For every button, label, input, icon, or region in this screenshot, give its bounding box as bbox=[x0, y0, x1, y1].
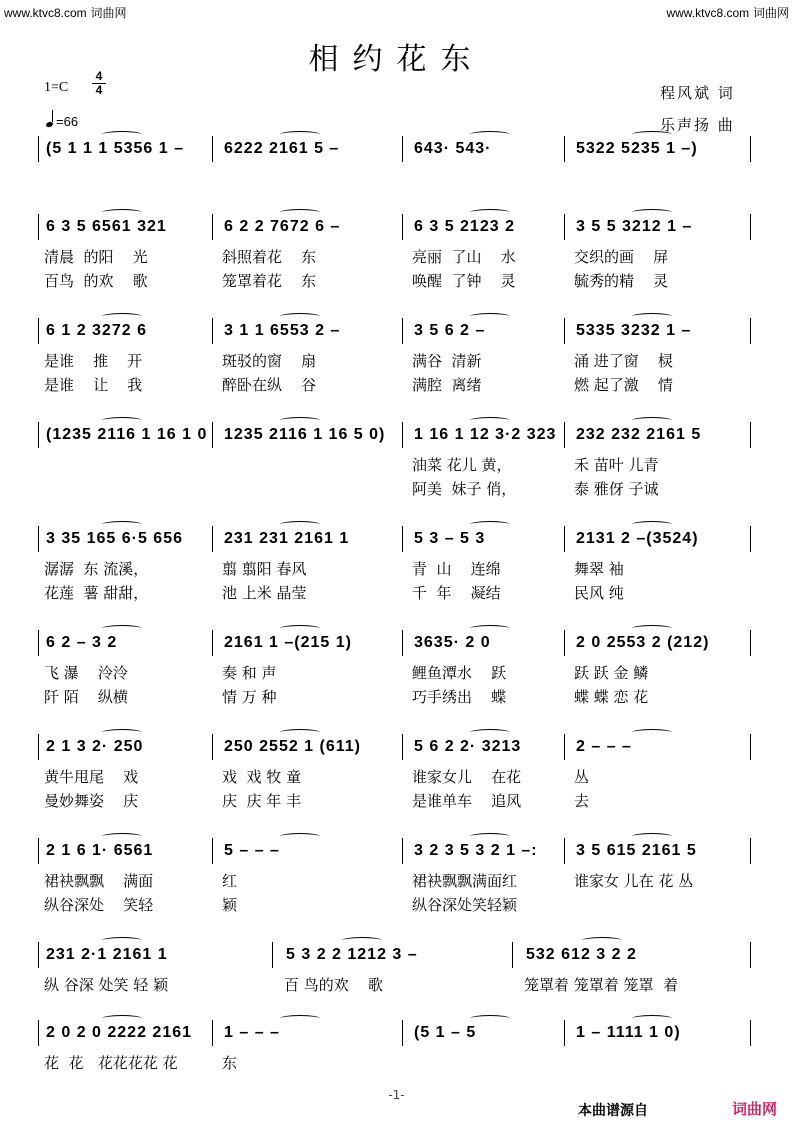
lyric-segment: 醉卧在纵 谷 bbox=[222, 376, 317, 394]
measure-notes: 6 3 5 6561 321 bbox=[46, 218, 167, 235]
slur-mark bbox=[632, 521, 672, 528]
lyric-segment: 谁家女 儿在 花 丛 bbox=[574, 872, 694, 890]
lyric-segment: 裙袂飘飘 满面 bbox=[44, 872, 154, 890]
measure-notes: 3635· 2 0 bbox=[414, 634, 491, 651]
barline bbox=[564, 318, 565, 344]
barline bbox=[212, 422, 213, 448]
slur-mark bbox=[102, 313, 142, 320]
measure-notes: 5 3 – 5 3 bbox=[414, 530, 486, 547]
measure-notes: 231 231 2161 1 bbox=[224, 530, 350, 547]
lyric-segment: 黄牛甩尾 戏 bbox=[44, 768, 139, 786]
measure-notes: 3 5 615 2161 5 bbox=[576, 842, 697, 859]
tempo-value: =66 bbox=[56, 114, 79, 129]
score-row bbox=[42, 214, 752, 290]
barline bbox=[564, 630, 565, 656]
measure-notes: 5 6 2 2· 3213 bbox=[414, 738, 522, 755]
measure-notes: 5322 5235 1 –) bbox=[576, 140, 698, 157]
source-note: 本曲谱源自 bbox=[578, 1103, 648, 1119]
lyric-segment: 青 山 连绵 bbox=[412, 560, 501, 578]
measure-notes: 6 2 2 7672 6 – bbox=[224, 218, 341, 235]
lyric-segment: 毓秀的精 灵 bbox=[574, 272, 669, 290]
slur-mark bbox=[102, 131, 142, 138]
lyric-segment: 丛 bbox=[574, 768, 590, 786]
measure-notes: 3 2 3 5 3 2 1 –: bbox=[414, 842, 538, 859]
barline bbox=[402, 318, 403, 344]
quarter-note-stem bbox=[52, 110, 53, 122]
measure-notes: 3 1 1 6553 2 – bbox=[224, 322, 341, 339]
tempo-marking bbox=[46, 114, 78, 129]
measure-notes: 5335 3232 1 – bbox=[576, 322, 692, 339]
slur-mark bbox=[632, 131, 672, 138]
barline bbox=[38, 630, 39, 656]
measure-notes: (5 1 – 5 bbox=[414, 1024, 477, 1041]
measure-notes: 2 0 2 0 2222 2161 bbox=[46, 1024, 193, 1041]
page-number: -1- bbox=[388, 1088, 405, 1102]
footer-brand[interactable]: 词曲网 bbox=[731, 1100, 777, 1118]
lyric-segment: 涌 进了窗 棂 bbox=[574, 352, 673, 370]
notation-line bbox=[42, 214, 752, 240]
barline bbox=[38, 526, 39, 552]
barline bbox=[38, 422, 39, 448]
lyric-segment: 池 上米 晶莹 bbox=[222, 584, 307, 602]
lyric-segment: 潺潺 东 流溪， bbox=[44, 560, 149, 578]
barline bbox=[402, 1020, 403, 1046]
slur-mark bbox=[102, 209, 142, 216]
barline bbox=[750, 214, 751, 240]
measure-notes: 2 – – – bbox=[576, 738, 632, 755]
lyric-line bbox=[42, 374, 752, 394]
barline bbox=[750, 136, 751, 162]
lyric-segment: 笼罩着 笼罩着 笼罩 着 bbox=[524, 976, 679, 994]
header-left-url[interactable]: www.ktvc8.com bbox=[4, 6, 87, 20]
barline bbox=[38, 838, 39, 864]
barline bbox=[402, 136, 403, 162]
slur-mark bbox=[470, 521, 510, 528]
barline bbox=[750, 1020, 751, 1046]
lyric-segment: 泰 雅伢 子诚 bbox=[574, 480, 659, 498]
barline bbox=[38, 136, 39, 162]
lyric-segment: 斑驳的窗 扇 bbox=[222, 352, 317, 370]
key-signature: 1=C bbox=[44, 80, 69, 95]
score-row bbox=[42, 318, 752, 394]
measure-notes: 3 35 165 6·5 656 bbox=[46, 530, 183, 547]
measure-notes: 1 – 1111 1 0) bbox=[576, 1024, 681, 1041]
lyric-segment: 交织的画 屏 bbox=[574, 248, 669, 266]
barline bbox=[564, 136, 565, 162]
lyric-segment: 满腔 离绪 bbox=[412, 376, 482, 394]
header-left bbox=[4, 4, 127, 21]
slur-mark bbox=[632, 417, 672, 424]
barline bbox=[564, 422, 565, 448]
slur-mark bbox=[102, 417, 142, 424]
lyricist-credit: 程风斌 词 bbox=[660, 84, 735, 102]
lyric-segment: 颖 bbox=[222, 896, 238, 914]
lyric-segment: 笼罩着花 东 bbox=[222, 272, 317, 290]
slur-mark bbox=[582, 937, 622, 944]
barline bbox=[402, 422, 403, 448]
lyric-segment: 百 鸟的欢 歌 bbox=[284, 976, 383, 994]
lyric-segment: 红 bbox=[222, 872, 238, 890]
slur-mark bbox=[470, 417, 510, 424]
score-row bbox=[42, 734, 752, 810]
notation-line bbox=[42, 422, 752, 448]
slur-mark bbox=[102, 833, 142, 840]
barline bbox=[38, 734, 39, 760]
slur-mark bbox=[470, 313, 510, 320]
measure-notes: 5 3 2 2 1212 3 – bbox=[286, 946, 418, 963]
barline bbox=[212, 1020, 213, 1046]
measure-notes: 231 2·1 2161 1 bbox=[46, 946, 168, 963]
barline bbox=[750, 734, 751, 760]
slur-mark bbox=[280, 625, 320, 632]
lyric-segment: 禾 苗叶 儿青 bbox=[574, 456, 659, 474]
lyric-segment: 巧手绣出 蝶 bbox=[412, 688, 507, 706]
lyric-segment: 裙袂飘飘满面红 bbox=[412, 872, 518, 890]
lyric-line bbox=[42, 558, 752, 578]
lyric-line bbox=[42, 246, 752, 266]
notation-line bbox=[42, 526, 752, 552]
notation-line bbox=[42, 942, 752, 968]
barline bbox=[402, 838, 403, 864]
lyric-segment: 纵谷深处笑轻颖 bbox=[412, 896, 518, 914]
slur-mark bbox=[280, 833, 320, 840]
song-title: 相约花东 bbox=[308, 42, 485, 77]
barline bbox=[38, 1020, 39, 1046]
measure-notes: 1 16 1 12 3·2 323 bbox=[414, 426, 557, 443]
composer-credit: 乐声扬 曲 bbox=[660, 116, 735, 134]
lyric-segment: 谁家女儿 在花 bbox=[412, 768, 522, 786]
lyric-segment: 纵谷深处 笑轻 bbox=[44, 896, 154, 914]
lyric-segment: 情 万 种 bbox=[222, 688, 277, 706]
slur-mark bbox=[632, 729, 672, 736]
lyric-segment: 是谁 让 我 bbox=[44, 376, 143, 394]
time-signature-top: 4 bbox=[95, 69, 103, 83]
measure-notes: 6 3 5 2123 2 bbox=[414, 218, 515, 235]
slur-mark bbox=[280, 1015, 320, 1022]
lyric-segment: 阡 陌 纵横 bbox=[44, 688, 128, 706]
barline bbox=[212, 838, 213, 864]
lyric-line bbox=[42, 582, 752, 602]
barline bbox=[402, 734, 403, 760]
notation-line bbox=[42, 1020, 752, 1046]
lyric-segment: 花莲 薯 甜甜， bbox=[44, 584, 149, 602]
quarter-note-icon bbox=[45, 121, 53, 128]
lyric-segment: 是谁 推 开 bbox=[44, 352, 143, 370]
score-row bbox=[42, 422, 752, 498]
barline bbox=[750, 838, 751, 864]
measure-notes: 2131 2 –(3524) bbox=[576, 530, 699, 547]
score-row bbox=[42, 526, 752, 602]
lyric-segment: 油菜 花儿 黄， bbox=[412, 456, 512, 474]
score-row bbox=[42, 942, 752, 994]
lyric-segment: 奏 和 声 bbox=[222, 664, 277, 682]
barline bbox=[212, 214, 213, 240]
time-signature bbox=[92, 70, 106, 97]
lyric-segment: 庆 庆 年 丰 bbox=[222, 792, 302, 810]
lyric-segment: 是谁单车 追风 bbox=[412, 792, 522, 810]
barline bbox=[564, 838, 565, 864]
lyric-line bbox=[42, 270, 752, 290]
notation-line bbox=[42, 838, 752, 864]
header-right bbox=[666, 4, 789, 21]
measure-notes: 250 2552 1 (611) bbox=[224, 738, 361, 755]
measure-notes: 6 1 2 3272 6 bbox=[46, 322, 147, 339]
lyric-segment: 跃 跃 金 鳞 bbox=[574, 664, 649, 682]
lyric-segment: 翦 翦阳 春风 bbox=[222, 560, 307, 578]
lyric-segment: 舞翠 袖 bbox=[574, 560, 624, 578]
lyric-line bbox=[42, 974, 752, 994]
slur-mark bbox=[102, 937, 142, 944]
lyric-segment: 戏 戏 牧 童 bbox=[222, 768, 302, 786]
lyric-segment: 民风 纯 bbox=[574, 584, 624, 602]
slur-mark bbox=[280, 521, 320, 528]
slur-mark bbox=[342, 937, 382, 944]
lyric-segment: 花 花 花花花花 花 bbox=[44, 1054, 178, 1072]
time-signature-bottom: 4 bbox=[92, 83, 106, 97]
score-row bbox=[42, 838, 752, 914]
measure-notes: 643· 543· bbox=[414, 140, 492, 157]
barline bbox=[212, 136, 213, 162]
barline bbox=[512, 942, 513, 968]
slur-mark bbox=[632, 313, 672, 320]
lyric-line bbox=[42, 870, 752, 890]
score-row bbox=[42, 1020, 752, 1072]
barline bbox=[750, 318, 751, 344]
lyric-line bbox=[42, 894, 752, 914]
barline bbox=[564, 214, 565, 240]
notation-line bbox=[42, 734, 752, 760]
slur-mark bbox=[470, 625, 510, 632]
measure-notes: 1235 2116 1 16 5 0) bbox=[224, 426, 386, 443]
lyric-segment: 亮丽 了山 水 bbox=[412, 248, 516, 266]
lyric-line bbox=[42, 766, 752, 786]
score-row bbox=[42, 136, 752, 162]
lyric-segment: 斜照着花 东 bbox=[222, 248, 317, 266]
barline bbox=[750, 630, 751, 656]
slur-mark bbox=[632, 1015, 672, 1022]
header-left-brand[interactable]: 词曲网 bbox=[90, 6, 127, 20]
barline bbox=[564, 526, 565, 552]
measure-notes: 6 2 – 3 2 bbox=[46, 634, 118, 651]
lyric-segment: 清晨 的阳 光 bbox=[44, 248, 148, 266]
lyric-line bbox=[42, 350, 752, 370]
barline bbox=[750, 422, 751, 448]
barline bbox=[564, 734, 565, 760]
lyric-segment: 纵 谷深 处笑 轻 颖 bbox=[44, 976, 169, 994]
measure-notes: 2161 1 –(215 1) bbox=[224, 634, 352, 651]
header-right-brand[interactable]: 词曲网 bbox=[752, 6, 789, 20]
lyric-segment: 曼妙舞姿 庆 bbox=[44, 792, 139, 810]
notation-line bbox=[42, 630, 752, 656]
notation-line bbox=[42, 318, 752, 344]
slur-mark bbox=[632, 209, 672, 216]
measure-notes: 3 5 6 2 – bbox=[414, 322, 486, 339]
slur-mark bbox=[280, 313, 320, 320]
lyric-line bbox=[42, 478, 752, 498]
barline bbox=[272, 942, 273, 968]
lyric-line bbox=[42, 662, 752, 682]
measure-notes: 5 – – – bbox=[224, 842, 280, 859]
barline bbox=[38, 214, 39, 240]
barline bbox=[212, 734, 213, 760]
slur-mark bbox=[280, 417, 320, 424]
lyric-segment: 蝶 蝶 恋 花 bbox=[574, 688, 649, 706]
barline bbox=[402, 630, 403, 656]
barline bbox=[402, 214, 403, 240]
slur-mark bbox=[102, 625, 142, 632]
measure-notes: 2 1 3 2· 250 bbox=[46, 738, 144, 755]
lyric-segment: 百鸟 的欢 歌 bbox=[44, 272, 148, 290]
lyric-segment: 唤醒 了钟 灵 bbox=[412, 272, 516, 290]
lyric-segment: 阿美 妹子 俏， bbox=[412, 480, 517, 498]
lyric-segment: 满谷 清新 bbox=[412, 352, 482, 370]
score-row bbox=[42, 630, 752, 706]
measure-notes: (5 1 1 1 5356 1 – bbox=[46, 140, 184, 157]
lyric-segment: 东 bbox=[222, 1054, 238, 1072]
slur-mark bbox=[280, 131, 320, 138]
lyric-line bbox=[42, 454, 752, 474]
barline bbox=[212, 318, 213, 344]
lyric-segment: 去 bbox=[574, 792, 590, 810]
slur-mark bbox=[102, 729, 142, 736]
measure-notes: 2 1 6 1· 6561 bbox=[46, 842, 154, 859]
barline bbox=[402, 526, 403, 552]
measure-notes: 1 – – – bbox=[224, 1024, 280, 1041]
measure-notes: 6222 2161 5 – bbox=[224, 140, 340, 157]
lyric-segment: 千 年 凝结 bbox=[412, 584, 501, 602]
barline bbox=[38, 942, 39, 968]
slur-mark bbox=[280, 729, 320, 736]
slur-mark bbox=[470, 131, 510, 138]
barline bbox=[750, 942, 751, 968]
slur-mark bbox=[470, 209, 510, 216]
slur-mark bbox=[632, 625, 672, 632]
slur-mark bbox=[280, 209, 320, 216]
slur-mark bbox=[102, 1015, 142, 1022]
slur-mark bbox=[470, 833, 510, 840]
measure-notes: (1235 2116 1 16 1 0 bbox=[46, 426, 208, 443]
lyric-segment: 飞 瀑 泠泠 bbox=[44, 664, 128, 682]
measure-notes: 532 612 3 2 2 bbox=[526, 946, 637, 963]
barline bbox=[38, 318, 39, 344]
barline bbox=[564, 1020, 565, 1046]
barline bbox=[212, 526, 213, 552]
notation-line bbox=[42, 136, 752, 162]
barline bbox=[212, 630, 213, 656]
lyric-segment: 鲤鱼潭水 跃 bbox=[412, 664, 507, 682]
lyric-line bbox=[42, 1052, 752, 1072]
slur-mark bbox=[470, 729, 510, 736]
measure-notes: 2 0 2553 2 (212) bbox=[576, 634, 710, 651]
measure-notes: 232 232 2161 5 bbox=[576, 426, 702, 443]
measure-notes: 3 5 5 3212 1 – bbox=[576, 218, 693, 235]
slur-mark bbox=[632, 833, 672, 840]
slur-mark bbox=[470, 1015, 510, 1022]
header-right-url[interactable]: www.ktvc8.com bbox=[666, 6, 750, 20]
slur-mark bbox=[102, 521, 142, 528]
lyric-line bbox=[42, 686, 752, 706]
lyric-line bbox=[42, 790, 752, 810]
lyric-segment: 燃 起了激 情 bbox=[574, 376, 673, 394]
barline bbox=[750, 526, 751, 552]
